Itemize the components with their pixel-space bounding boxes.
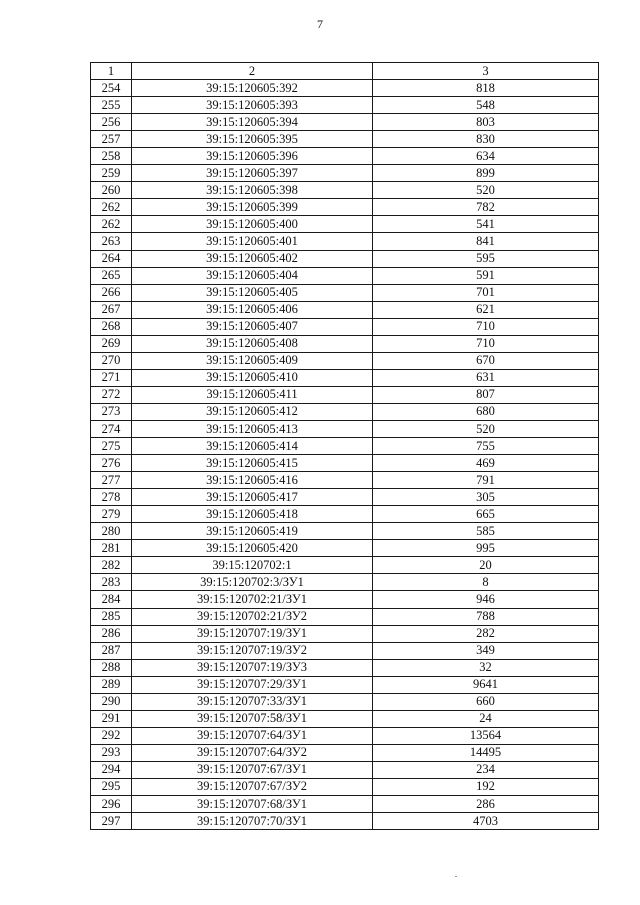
area-value-cell: 469	[373, 455, 599, 472]
cadastral-number-cell: 39:15:120605:410	[132, 369, 373, 386]
row-number-cell: 262	[91, 199, 132, 216]
area-value-cell: 670	[373, 352, 599, 369]
table-row	[91, 557, 599, 574]
cadastral-number-cell: 39:15:120605:417	[132, 489, 373, 506]
table-row	[91, 506, 599, 523]
row-number-cell: 277	[91, 472, 132, 489]
row-number-cell: 296	[91, 796, 132, 813]
cadastral-number-cell: 39:15:120605:401	[132, 233, 373, 250]
table-row	[91, 659, 599, 676]
row-number-cell: 276	[91, 455, 132, 472]
row-number-cell: 270	[91, 352, 132, 369]
cadastral-number-cell: 39:15:120707:70/ЗУ1	[132, 813, 373, 830]
area-value-cell: 520	[373, 420, 599, 437]
row-number-cell: 273	[91, 403, 132, 420]
table-row	[91, 216, 599, 233]
cadastral-number-cell: 39:15:120605:399	[132, 199, 373, 216]
area-value-cell: 946	[373, 591, 599, 608]
table-row	[91, 489, 599, 506]
area-value-cell: 995	[373, 540, 599, 557]
cadastral-number-cell: 39:15:120605:404	[132, 267, 373, 284]
row-number-cell: 286	[91, 625, 132, 642]
row-number-cell: 292	[91, 727, 132, 744]
area-value-cell: 830	[373, 131, 599, 148]
area-value-cell: 282	[373, 625, 599, 642]
scan-speck	[455, 876, 457, 877]
row-number-cell: 256	[91, 114, 132, 131]
cadastral-number-cell: 39:15:120707:64/ЗУ2	[132, 744, 373, 761]
area-value-cell: 621	[373, 301, 599, 318]
row-number-cell: 267	[91, 301, 132, 318]
area-value-cell: 803	[373, 114, 599, 131]
row-number-cell: 254	[91, 80, 132, 97]
area-value-cell: 4703	[373, 813, 599, 830]
row-number-cell: 269	[91, 335, 132, 352]
table-row	[91, 778, 599, 795]
area-value-cell: 631	[373, 369, 599, 386]
cadastral-number-cell: 39:15:120605:398	[132, 182, 373, 199]
cadastral-number-cell: 39:15:120707:19/ЗУ2	[132, 642, 373, 659]
area-value-cell: 32	[373, 659, 599, 676]
table-row	[91, 233, 599, 250]
area-value-cell: 755	[373, 438, 599, 455]
area-value-cell: 585	[373, 523, 599, 540]
row-number-cell: 278	[91, 489, 132, 506]
cadastral-number-cell: 39:15:120702:1	[132, 557, 373, 574]
table-row	[91, 114, 599, 131]
row-number-cell: 287	[91, 642, 132, 659]
cadastral-number-cell: 39:15:120707:58/ЗУ1	[132, 710, 373, 727]
area-value-cell: 286	[373, 796, 599, 813]
area-value-cell: 20	[373, 557, 599, 574]
row-number-cell: 265	[91, 267, 132, 284]
cadastral-number-cell: 39:15:120605:409	[132, 352, 373, 369]
row-number-cell: 283	[91, 574, 132, 591]
row-number-cell: 295	[91, 778, 132, 795]
area-value-cell: 782	[373, 199, 599, 216]
cadastral-number-cell: 39:15:120605:394	[132, 114, 373, 131]
row-number-cell: 293	[91, 744, 132, 761]
cadastral-number-cell: 39:15:120605:411	[132, 386, 373, 403]
row-number-cell: 271	[91, 369, 132, 386]
row-number-cell: 272	[91, 386, 132, 403]
row-number-cell: 288	[91, 659, 132, 676]
area-value-cell: 634	[373, 148, 599, 165]
table-row	[91, 369, 599, 386]
cadastral-number-cell: 39:15:120605:416	[132, 472, 373, 489]
cadastral-number-cell: 39:15:120605:412	[132, 403, 373, 420]
row-number-cell: 279	[91, 506, 132, 523]
table-row	[91, 420, 599, 437]
table-row	[91, 455, 599, 472]
table-row	[91, 386, 599, 403]
area-value-cell: 899	[373, 165, 599, 182]
table-row	[91, 97, 599, 114]
table-row	[91, 403, 599, 420]
table-row	[91, 182, 599, 199]
row-number-cell: 285	[91, 608, 132, 625]
table-header-row	[91, 63, 599, 80]
cadastral-number-cell: 39:15:120702:3/ЗУ1	[132, 574, 373, 591]
table-row	[91, 642, 599, 659]
area-value-cell: 788	[373, 608, 599, 625]
row-number-cell: 266	[91, 284, 132, 301]
table-row	[91, 267, 599, 284]
area-value-cell: 8	[373, 574, 599, 591]
area-value-cell: 807	[373, 386, 599, 403]
area-value-cell: 710	[373, 335, 599, 352]
table-body	[91, 63, 599, 830]
area-value-cell: 591	[373, 267, 599, 284]
table-row	[91, 250, 599, 267]
cadastral-number-cell: 39:15:120707:33/ЗУ1	[132, 693, 373, 710]
row-number-cell: 289	[91, 676, 132, 693]
row-number-cell: 262	[91, 216, 132, 233]
cadastral-number-cell: 39:15:120605:413	[132, 420, 373, 437]
area-value-cell: 665	[373, 506, 599, 523]
cadastral-number-cell: 39:15:120605:400	[132, 216, 373, 233]
cadastral-number-cell: 39:15:120605:414	[132, 438, 373, 455]
area-value-cell: 660	[373, 693, 599, 710]
cadastral-table	[90, 62, 599, 830]
row-number-cell: 258	[91, 148, 132, 165]
table-row	[91, 727, 599, 744]
table-row	[91, 335, 599, 352]
cadastral-number-cell: 39:15:120605:419	[132, 523, 373, 540]
cadastral-number-cell: 39:15:120707:68/ЗУ1	[132, 796, 373, 813]
table-row	[91, 165, 599, 182]
area-value-cell: 701	[373, 284, 599, 301]
area-value-cell: 548	[373, 97, 599, 114]
cadastral-number-cell: 39:15:120605:397	[132, 165, 373, 182]
table-row	[91, 199, 599, 216]
row-number-cell: 268	[91, 318, 132, 335]
table-row	[91, 540, 599, 557]
table-row	[91, 761, 599, 778]
row-number-cell: 297	[91, 813, 132, 830]
cadastral-number-cell: 39:15:120707:19/ЗУ1	[132, 625, 373, 642]
area-value-cell: 841	[373, 233, 599, 250]
table-row	[91, 284, 599, 301]
cadastral-number-cell: 39:15:120605:393	[132, 97, 373, 114]
area-value-cell: 349	[373, 642, 599, 659]
row-number-cell: 263	[91, 233, 132, 250]
cadastral-number-cell: 39:15:120707:29/ЗУ1	[132, 676, 373, 693]
area-value-cell: 14495	[373, 744, 599, 761]
row-number-cell: 290	[91, 693, 132, 710]
area-value-cell: 9641	[373, 676, 599, 693]
header-cell-3: 3	[373, 63, 599, 80]
cadastral-number-cell: 39:15:120707:67/ЗУ1	[132, 761, 373, 778]
header-cell-1: 1	[91, 63, 132, 80]
table-row	[91, 131, 599, 148]
table-row	[91, 574, 599, 591]
table-row	[91, 472, 599, 489]
table-row	[91, 744, 599, 761]
row-number-cell: 260	[91, 182, 132, 199]
cadastral-number-cell: 39:15:120605:418	[132, 506, 373, 523]
cadastral-number-cell: 39:15:120605:415	[132, 455, 373, 472]
area-value-cell: 595	[373, 250, 599, 267]
cadastral-number-cell: 39:15:120605:396	[132, 148, 373, 165]
table-row	[91, 813, 599, 830]
row-number-cell: 257	[91, 131, 132, 148]
table-row	[91, 608, 599, 625]
cadastral-number-cell: 39:15:120605:420	[132, 540, 373, 557]
header-cell-2: 2	[132, 63, 373, 80]
table-row	[91, 148, 599, 165]
cadastral-number-cell: 39:15:120707:19/ЗУ3	[132, 659, 373, 676]
table-row	[91, 693, 599, 710]
row-number-cell: 284	[91, 591, 132, 608]
cadastral-number-cell: 39:15:120605:408	[132, 335, 373, 352]
area-value-cell: 234	[373, 761, 599, 778]
area-value-cell: 710	[373, 318, 599, 335]
row-number-cell: 294	[91, 761, 132, 778]
table-row	[91, 318, 599, 335]
table-row	[91, 676, 599, 693]
area-value-cell: 818	[373, 80, 599, 97]
area-value-cell: 520	[373, 182, 599, 199]
table-row	[91, 438, 599, 455]
area-value-cell: 192	[373, 778, 599, 795]
table-row	[91, 80, 599, 97]
cadastral-number-cell: 39:15:120605:405	[132, 284, 373, 301]
row-number-cell: 291	[91, 710, 132, 727]
cadastral-number-cell: 39:15:120702:21/ЗУ1	[132, 591, 373, 608]
cadastral-number-cell: 39:15:120605:406	[132, 301, 373, 318]
row-number-cell: 274	[91, 420, 132, 437]
cadastral-number-cell: 39:15:120605:395	[132, 131, 373, 148]
row-number-cell: 281	[91, 540, 132, 557]
cadastral-number-cell: 39:15:120605:407	[132, 318, 373, 335]
area-value-cell: 305	[373, 489, 599, 506]
page-number: 7	[317, 17, 323, 31]
area-value-cell: 24	[373, 710, 599, 727]
area-value-cell: 541	[373, 216, 599, 233]
row-number-cell: 280	[91, 523, 132, 540]
area-value-cell: 791	[373, 472, 599, 489]
table-row	[91, 625, 599, 642]
area-value-cell: 13564	[373, 727, 599, 744]
cadastral-number-cell: 39:15:120605:402	[132, 250, 373, 267]
table-row	[91, 301, 599, 318]
table-row	[91, 523, 599, 540]
row-number-cell: 255	[91, 97, 132, 114]
area-value-cell: 680	[373, 403, 599, 420]
row-number-cell: 282	[91, 557, 132, 574]
table-row	[91, 591, 599, 608]
cadastral-number-cell: 39:15:120707:67/ЗУ2	[132, 778, 373, 795]
cadastral-number-cell: 39:15:120707:64/ЗУ1	[132, 727, 373, 744]
row-number-cell: 275	[91, 438, 132, 455]
cadastral-number-cell: 39:15:120605:392	[132, 80, 373, 97]
row-number-cell: 264	[91, 250, 132, 267]
cadastral-number-cell: 39:15:120702:21/ЗУ2	[132, 608, 373, 625]
row-number-cell: 259	[91, 165, 132, 182]
table-row	[91, 710, 599, 727]
table-row	[91, 352, 599, 369]
table-row	[91, 796, 599, 813]
